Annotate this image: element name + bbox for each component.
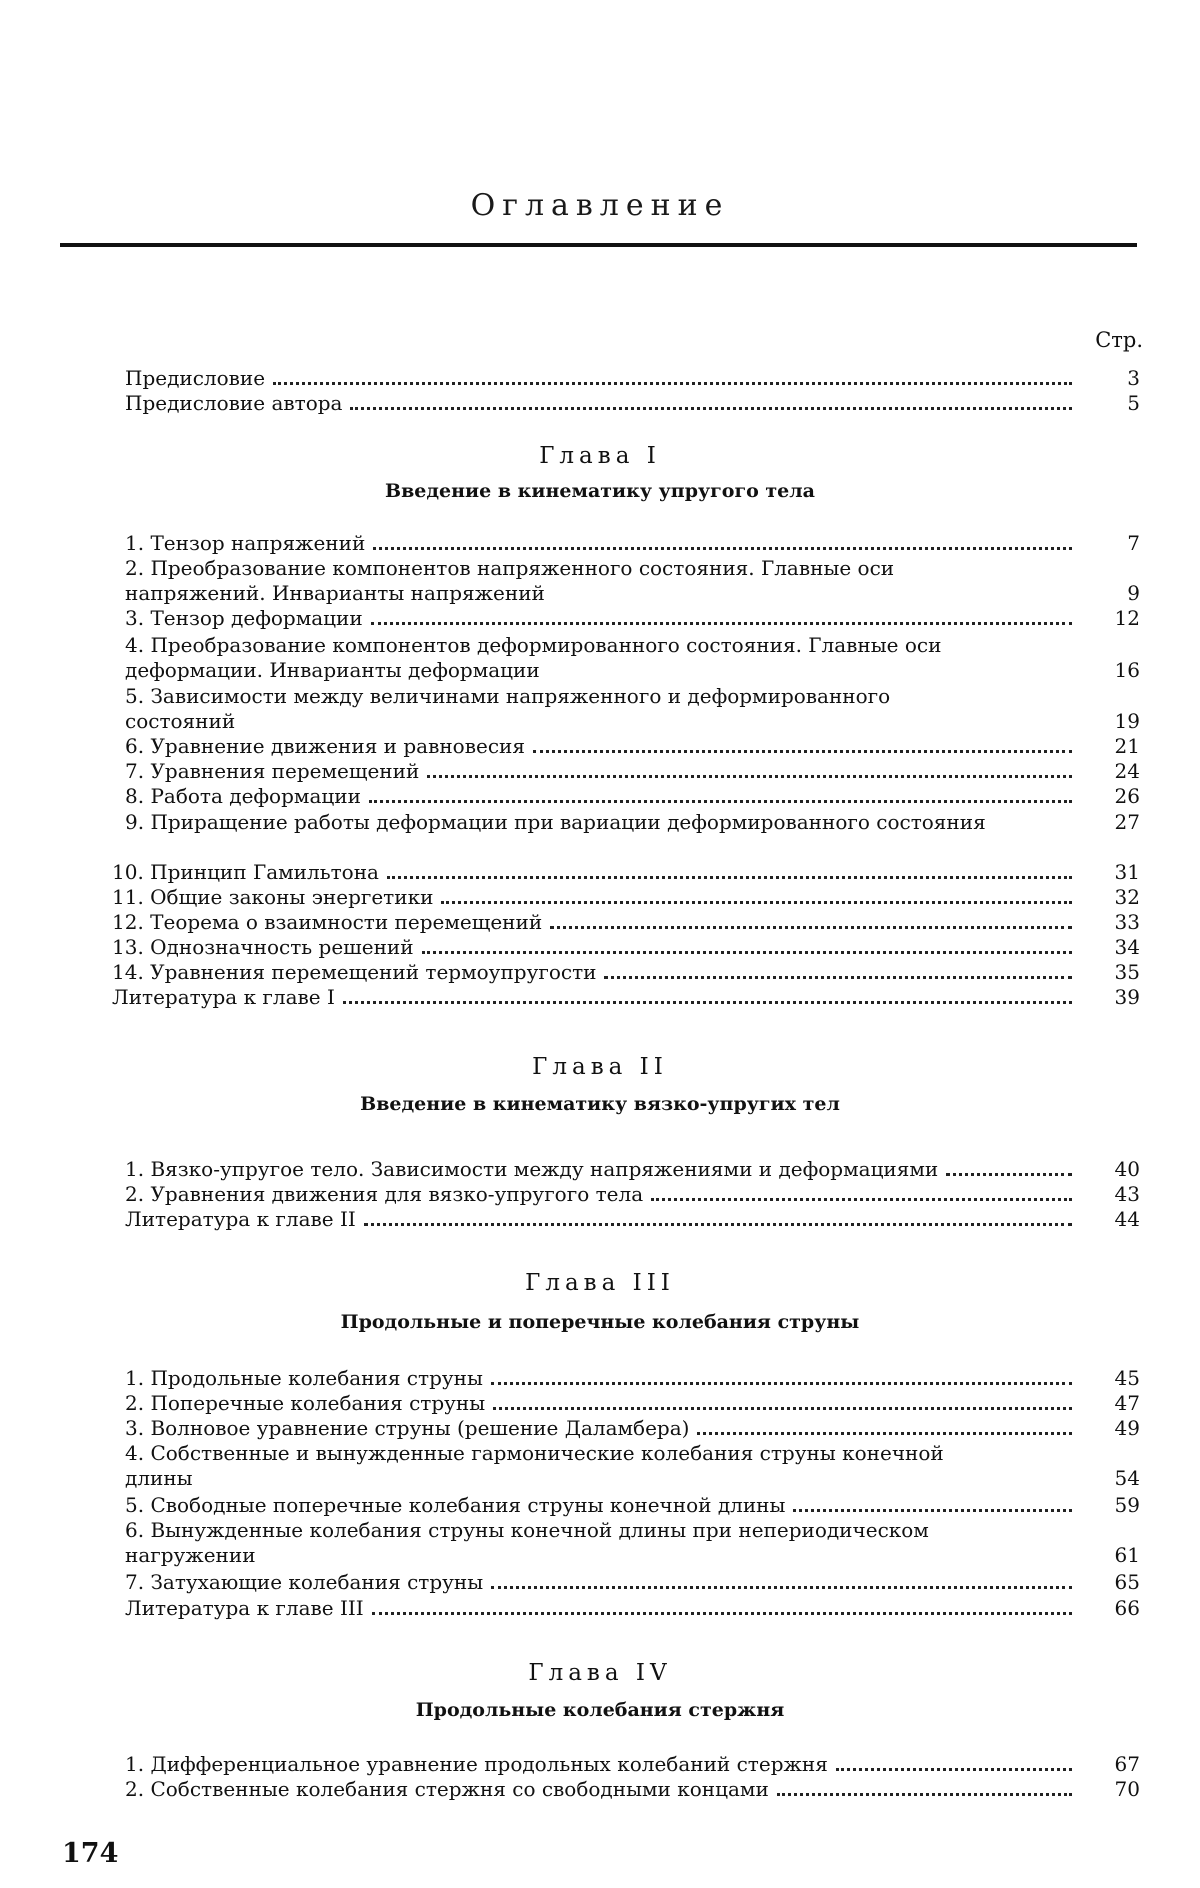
dot-leader (343, 1001, 1072, 1004)
entry-page: 32 (1114, 885, 1140, 909)
chapter-1-subtitle: Введение в кинематику упругого тела (385, 480, 815, 502)
entry-page: 19 (1114, 709, 1140, 733)
toc-entry (125, 606, 1140, 631)
chapter-3-title: Глава III (525, 1270, 675, 1296)
title-rule (60, 243, 1137, 247)
entry-text: 1. Продольные колебания струны (125, 1366, 483, 1390)
entry-page: 3 (1127, 366, 1140, 390)
dot-leader (364, 1223, 1072, 1226)
toc-entry-author-preface (125, 391, 1140, 416)
entry-text: Литература к главе III (125, 1596, 364, 1620)
dot-leader (777, 1793, 1072, 1796)
dot-leader (422, 951, 1072, 954)
toc-entry (125, 1391, 1140, 1416)
entry-text: 3. Волновое уравнение струны (решение Даламбера) (125, 1416, 690, 1440)
dot-leader (371, 622, 1072, 625)
toc-entry (125, 1596, 1140, 1621)
dot-leader (946, 1173, 1072, 1176)
entry-text: 9. Приращение работы деформации при вариации деформированного состояния (125, 810, 986, 834)
entry-text: 4. Собственные и вынужденные гармонические колебания струны конечной длины (125, 1441, 944, 1490)
toc-entry (125, 1416, 1140, 1441)
toc-entry (125, 1207, 1140, 1232)
entry-page: 35 (1114, 960, 1140, 984)
entry-page: 70 (1114, 1777, 1140, 1801)
entry-text: 1. Вязко-упругое тело. Зависимости между напряжениями и деформациями (125, 1157, 939, 1181)
entry-text: 6. Уравнение движения и равновесия (125, 734, 525, 758)
toc-entry (125, 684, 1140, 734)
dot-leader (273, 382, 1072, 385)
entry-page: 16 (1114, 658, 1140, 682)
dot-leader (491, 1382, 1072, 1385)
entry-text: 2. Уравнения движения для вязко-упругого тела (125, 1182, 644, 1206)
toc-entry (125, 810, 1140, 835)
page-title: Оглавление (470, 188, 730, 223)
dot-leader (441, 901, 1072, 904)
entry-page: 21 (1114, 734, 1140, 758)
entry-text: Литература к главе I (112, 985, 335, 1009)
entry-page: 59 (1114, 1493, 1140, 1517)
entry-text: 7. Уравнения перемещений (125, 759, 420, 783)
entry-page: 67 (1114, 1752, 1140, 1776)
toc-entry (125, 1182, 1140, 1207)
dot-leader (604, 976, 1072, 979)
entry-page: 54 (1114, 1466, 1140, 1490)
entry-page: 34 (1114, 935, 1140, 959)
dot-leader (387, 876, 1072, 879)
dot-leader (697, 1432, 1072, 1435)
entry-page: 39 (1114, 985, 1140, 1009)
pages-column-header: Стр. (1095, 328, 1143, 352)
entry-text: 4. Преобразование компонентов деформированного состояния. Главные оси деформации. Инварианты деформации (125, 633, 942, 682)
toc-entry (125, 1493, 1140, 1518)
toc-entry (125, 734, 1140, 759)
chapter-2-title: Глава II (532, 1054, 668, 1080)
dot-leader (533, 750, 1072, 753)
dot-leader (427, 775, 1072, 778)
entry-page: 66 (1114, 1596, 1140, 1620)
toc-entry (112, 935, 1140, 960)
entry-text: 8. Работа деформации (125, 784, 361, 808)
entry-page: 24 (1114, 759, 1140, 783)
entry-page: 44 (1114, 1207, 1140, 1231)
toc-entry (125, 1570, 1140, 1595)
toc-entry (112, 860, 1140, 885)
entry-page: 45 (1114, 1366, 1140, 1390)
toc-entry (125, 1518, 1140, 1568)
toc-entry (125, 759, 1140, 784)
toc-entry (125, 556, 1140, 606)
dot-leader (836, 1768, 1072, 1771)
entry-page: 5 (1127, 391, 1140, 415)
entry-page: 27 (1114, 810, 1140, 834)
toc-entry (125, 1752, 1140, 1777)
dot-leader (491, 1586, 1072, 1589)
entry-text: 10. Принцип Гамильтона (112, 860, 379, 884)
toc-entry (125, 633, 1140, 683)
dot-leader (372, 1612, 1072, 1615)
toc-entry (125, 531, 1140, 556)
dot-leader (369, 800, 1072, 803)
toc-entry (112, 910, 1140, 935)
entry-text: 1. Дифференциальное уравнение продольных колебаний стержня (125, 1752, 828, 1776)
entry-text: 11. Общие законы энергетики (112, 885, 434, 909)
dot-leader (350, 407, 1072, 410)
entry-text: Предисловие (125, 366, 266, 390)
dot-leader (793, 1509, 1072, 1512)
entry-text: 1. Тензор напряжений (125, 531, 366, 555)
entry-page: 40 (1114, 1157, 1140, 1181)
chapter-3-subtitle: Продольные и поперечные колебания струны (340, 1311, 860, 1333)
entry-page: 31 (1114, 860, 1140, 884)
dot-leader (493, 1407, 1072, 1410)
entry-text: 6. Вынужденные колебания струны конечной длины при непериодическом нагружении (125, 1518, 929, 1567)
entry-text: 13. Однозначность решений (112, 935, 414, 959)
entry-text: 3. Тензор деформации (125, 606, 363, 630)
entry-text: 2. Поперечные колебания струны (125, 1391, 486, 1415)
dot-leader (651, 1198, 1072, 1201)
dot-leader (550, 926, 1072, 929)
entry-page: 26 (1114, 784, 1140, 808)
entry-page: 12 (1114, 606, 1140, 630)
page-number: 174 (62, 1838, 119, 1869)
entry-text: Предисловие автора (125, 391, 343, 415)
toc-entry (125, 1366, 1140, 1391)
entry-page: 61 (1114, 1543, 1140, 1567)
chapter-4-title: Глава IV (528, 1660, 672, 1686)
entry-text: 14. Уравнения перемещений термоупругости (112, 960, 597, 984)
entry-text: 7. Затухающие колебания струны (125, 1570, 484, 1594)
toc-entry (112, 885, 1140, 910)
entry-text: 5. Свободные поперечные колебания струны конечной длины (125, 1493, 786, 1517)
entry-page: 43 (1114, 1182, 1140, 1206)
entry-text: 2. Собственные колебания стержня со свободными концами (125, 1777, 769, 1801)
entry-page: 47 (1114, 1391, 1140, 1415)
chapter-1-title: Глава I (539, 443, 661, 469)
entry-text: 2. Преобразование компонентов напряженного состояния. Главные оси напряжений. Инварианты напряжений (125, 556, 895, 605)
toc-entry (125, 1441, 1140, 1491)
entry-page: 9 (1127, 581, 1140, 605)
toc-entry-preface (125, 366, 1140, 391)
chapter-2-subtitle: Введение в кинематику вязко-упругих тел (360, 1093, 840, 1115)
entry-text: Литература к главе II (125, 1207, 356, 1231)
dot-leader (373, 547, 1072, 550)
toc-entry (125, 1157, 1140, 1182)
entry-text: 12. Теорема о взаимности перемещений (112, 910, 543, 934)
toc-entry (125, 784, 1140, 809)
entry-text: 5. Зависимости между величинами напряженного и деформированного состояний (125, 684, 891, 733)
toc-entry (112, 960, 1140, 985)
toc-entry (125, 1777, 1140, 1802)
entry-page: 7 (1127, 531, 1140, 555)
entry-page: 33 (1114, 910, 1140, 934)
entry-page: 49 (1114, 1416, 1140, 1440)
toc-entry (112, 985, 1140, 1010)
chapter-4-subtitle: Продольные колебания стержня (415, 1699, 785, 1721)
entry-page: 65 (1114, 1570, 1140, 1594)
